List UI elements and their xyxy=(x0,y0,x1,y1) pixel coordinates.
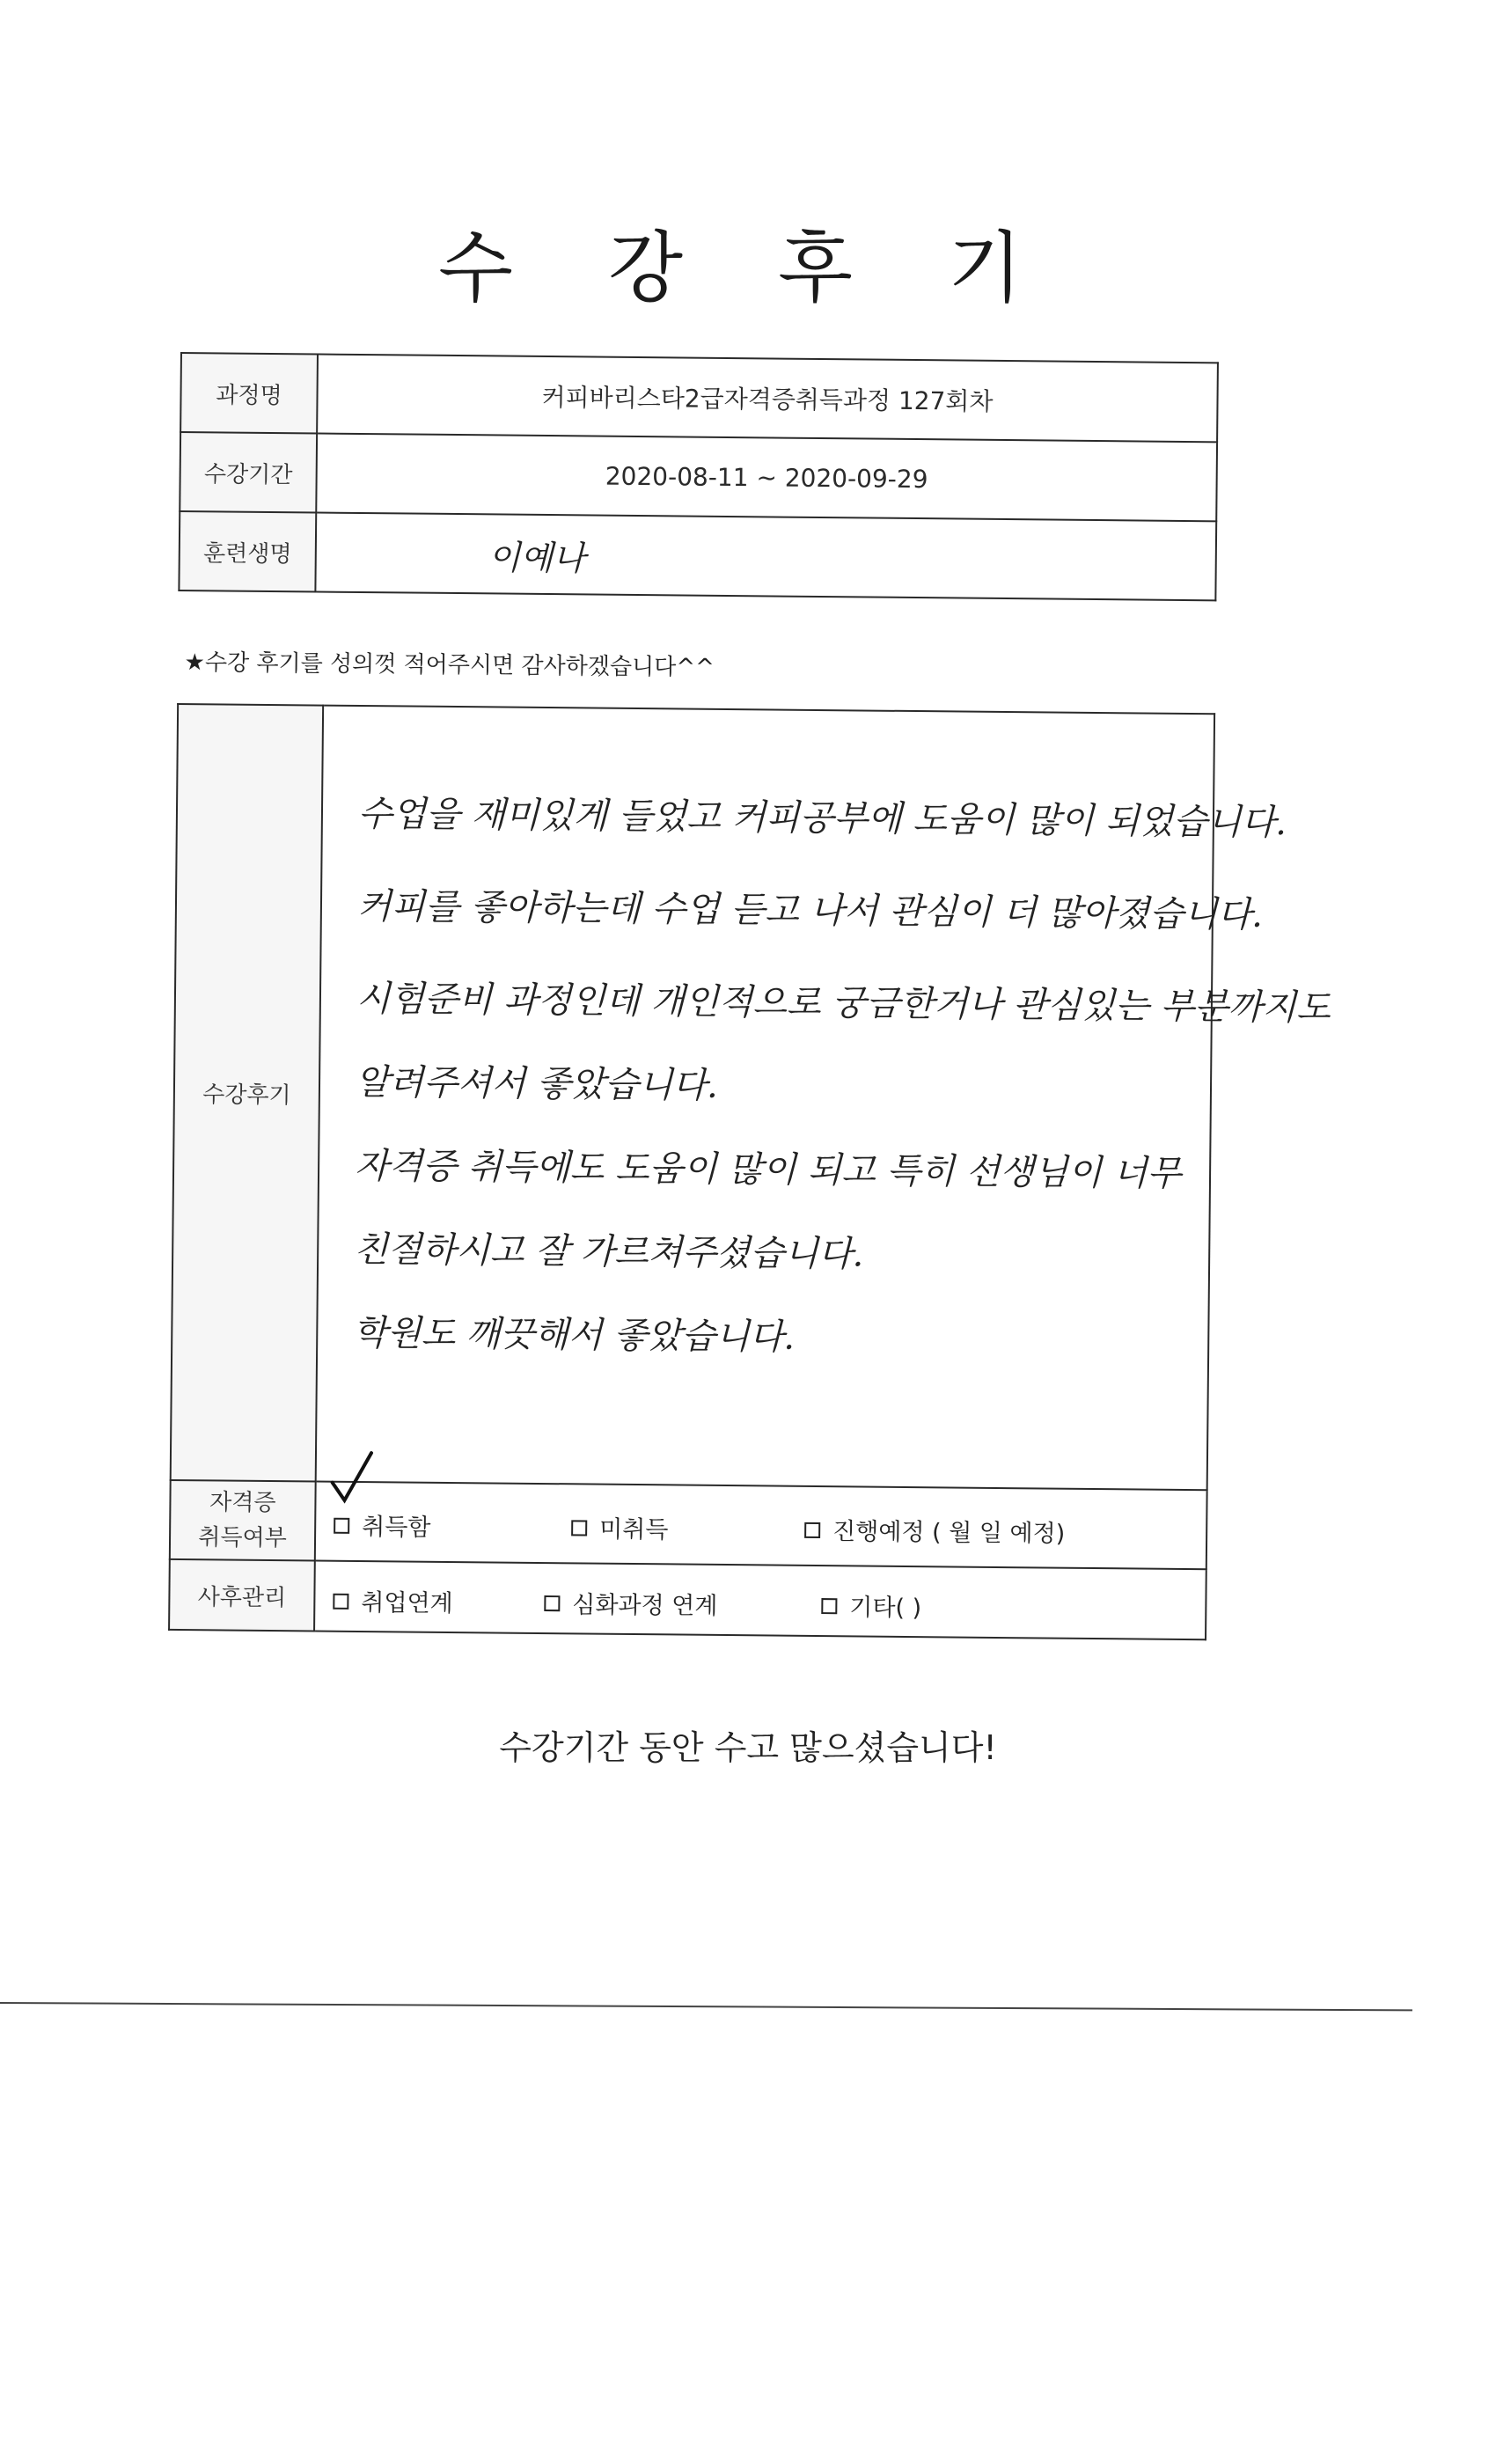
checkbox-icon[interactable] xyxy=(804,1522,820,1537)
document-title: 수 강 후 기 xyxy=(438,223,1058,313)
info-table xyxy=(178,352,1219,601)
checkbox-icon[interactable] xyxy=(333,1593,348,1609)
cert-label-line2: 취득여부 xyxy=(198,1524,287,1552)
review-line: 시험준비 과정인데 개인적으로 궁금한거나 관심있는 부분까지도 xyxy=(356,978,1331,1029)
review-label: 수강후기 xyxy=(171,704,323,1482)
after-option-job[interactable]: 취업연계 xyxy=(333,1583,453,1618)
after-options xyxy=(314,1561,1206,1640)
cert-option-not-obtained[interactable]: 미취득 xyxy=(571,1509,669,1544)
review-line: 친절하시고 잘 가르쳐주셨습니다. xyxy=(353,1228,864,1275)
after-option-other[interactable]: 기타( ) xyxy=(821,1588,921,1623)
page-divider xyxy=(0,2002,1412,2011)
review-content xyxy=(316,706,1331,1491)
notice-text: ★수강 후기를 성의껏 적어주시면 감사하겠습니다^^ xyxy=(184,649,715,681)
after-label: 사후관리 xyxy=(169,1559,315,1632)
cert-option-obtained[interactable]: 취득함 xyxy=(334,1507,431,1543)
cert-option-planned[interactable]: 진행예정 ( 월 일 예정) xyxy=(804,1512,1065,1549)
review-line: 수업을 재미있게 들었고 커피공부에 도움이 많이 되었습니다. xyxy=(357,793,1287,844)
cert-label xyxy=(170,1480,316,1561)
review-line: 학원도 깨끗해서 좋았습니다. xyxy=(353,1312,796,1358)
checkmark-icon xyxy=(325,1448,378,1510)
closing-message: 수강기간 동안 수고 많으셨습니다! xyxy=(499,1728,997,1767)
checkbox-icon[interactable] xyxy=(544,1595,560,1611)
review-lines xyxy=(317,707,1331,1490)
cert-label-line1: 자격증 xyxy=(209,1489,276,1517)
review-form xyxy=(168,352,1331,1640)
period-value: 2020-08-11 ~ 2020-09-29 xyxy=(316,433,1217,521)
review-table xyxy=(168,703,1331,1640)
checkbox-icon[interactable] xyxy=(334,1517,349,1533)
course-label: 과정명 xyxy=(180,353,318,433)
trainee-name: 이예나 xyxy=(315,512,1216,600)
checkbox-icon[interactable] xyxy=(571,1520,587,1536)
checkbox-icon[interactable] xyxy=(821,1598,837,1614)
cert-options xyxy=(315,1482,1207,1570)
trainee-label: 훈련생명 xyxy=(179,511,316,591)
after-option-advanced[interactable]: 심화과정 연계 xyxy=(544,1585,717,1621)
review-line: 자격증 취득에도 도움이 많이 되고 특히 선생님이 너무 xyxy=(354,1145,1182,1194)
review-line: 알려주셔서 좋았습니다. xyxy=(355,1061,719,1106)
course-name: 커피바리스타2급자격증취득과정 127회차 xyxy=(317,354,1218,442)
review-line: 커피를 좋아하는데 수업 듣고 나서 관심이 더 많아졌습니다. xyxy=(356,885,1264,935)
period-label: 수강기간 xyxy=(180,432,317,512)
